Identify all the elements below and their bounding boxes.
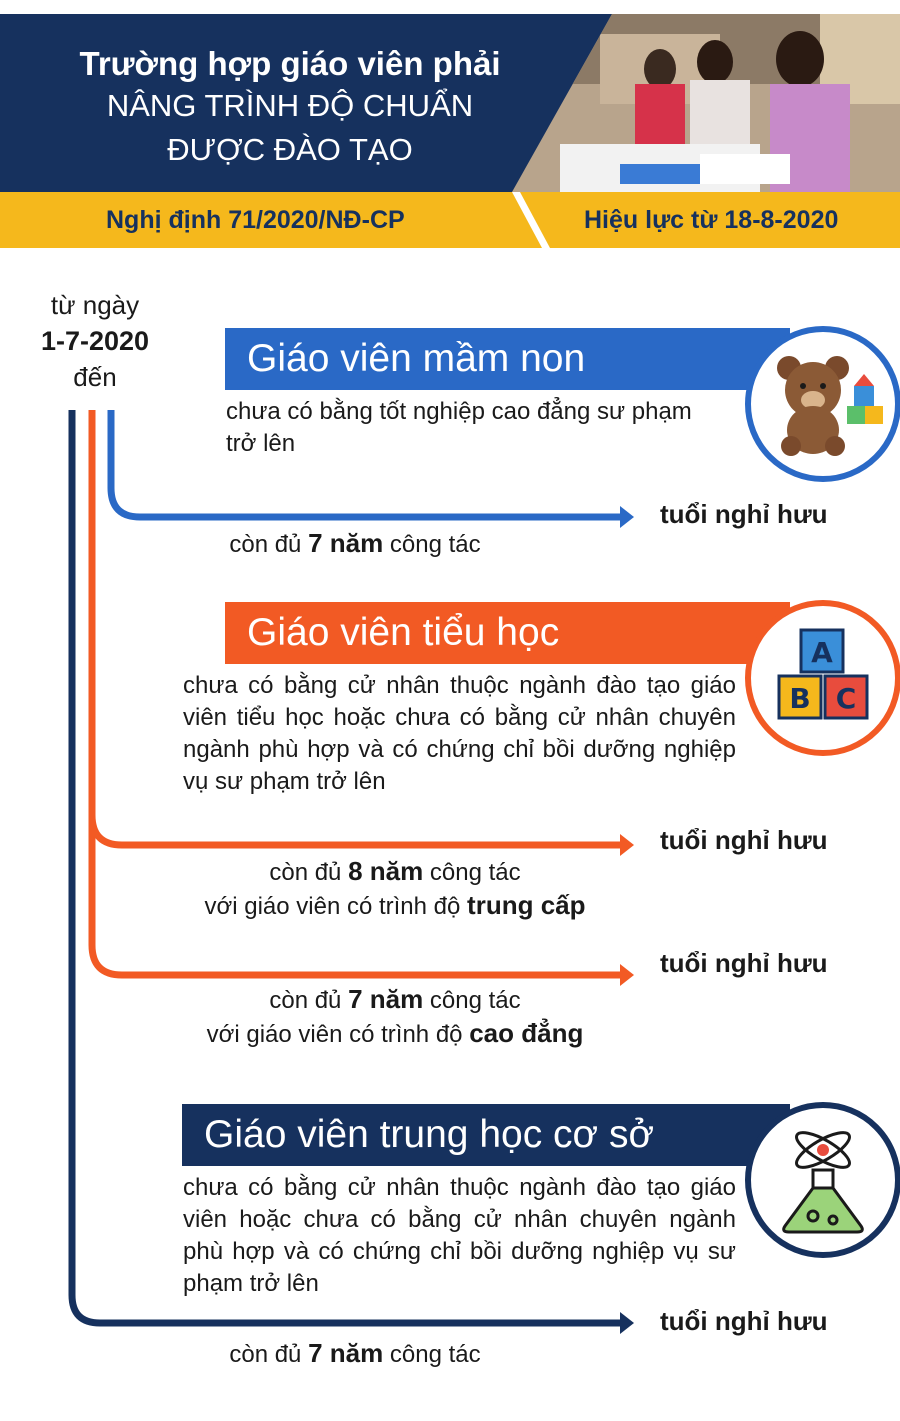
title-line-2: NÂNG TRÌNH ĐỘ CHUẨN [106,88,474,123]
start-date: 1-7-2020 [40,326,150,356]
remain-years-mamnon [190,528,520,559]
retire-target-tieuhoc-1: tuổi nghỉ hưu [660,825,828,855]
teddy-bear-icon [751,332,895,476]
arrow-mamnon [620,506,634,528]
retire-target-tieuhoc-2: tuổi nghỉ hưu [660,948,828,978]
remain-years: 8 năm [348,856,424,886]
science-flask-icon [751,1108,895,1252]
qualification-tieuhoc-1 [160,890,630,921]
remain-years: 7 năm [308,528,384,558]
qualification-tieuhoc-2 [160,1018,630,1049]
arrow-tieuhoc-1 [620,834,634,856]
section-desc-thcs: chưa có bằng cử nhân thuộc ngành đào tạo giáo viên hoặc chưa có bằng cử nhân chuyên ngành phù hợp và có chứng chỉ bồi dưỡng nghiệp vụ sư phạm trở lên [183,1174,736,1297]
section-desc-mamnon: chưa có bằng tốt nghiệp cao đẳng sư phạm trở lên [226,398,692,457]
remain-years: 7 năm [348,984,424,1014]
remain-suffix: công tác [389,1341,481,1368]
section-title-thcs: Giáo viên trung học cơ sở [182,1104,790,1166]
qual-level: trung cấp [467,890,586,920]
title-line-3: ĐƯỢC ĐÀO TẠO [167,132,413,167]
from-label: từ ngày [50,290,140,320]
abc-blocks-icon [751,606,895,750]
icon-circle-mamnon [745,326,900,482]
retire-target-mamnon: tuổi nghỉ hưu [660,499,828,529]
section-desc-tieuhoc: chưa có bằng cử nhân thuộc ngành đào tạo giáo viên tiểu học hoặc chưa có bằng cử nhân chuyên ngành phù hợp và có chứng chỉ bồi dưỡng nghiệp vụ sư phạm trở lên [183,672,736,795]
remain-prefix: còn đủ [229,531,302,558]
effective-date-label: Hiệu lực từ 18-8-2020 [584,206,839,234]
retire-target-thcs: tuổi nghỉ hưu [660,1306,828,1336]
remain-prefix: còn đủ [269,859,342,886]
arrow-thcs [620,1312,634,1334]
remain-suffix: công tác [429,859,521,886]
qual-prefix: với giáo viên có trình độ [206,1021,463,1048]
title-line-1: Trường hợp giáo viên phải [79,45,501,82]
remain-prefix: còn đủ [269,987,342,1014]
remain-prefix: còn đủ [229,1341,302,1368]
icon-circle-thcs [745,1102,900,1258]
decree-label: Nghị định 71/2020/NĐ-CP [106,206,405,234]
svg-text:C: C [835,682,857,715]
section-title-mamnon: Giáo viên mầm non [225,328,790,390]
qual-level: cao đẳng [469,1018,584,1048]
remain-years-tieuhoc-1 [170,856,620,887]
icon-circle-tieuhoc [745,600,900,756]
remain-suffix: công tác [389,531,481,558]
section-title-tieuhoc: Giáo viên tiểu học [225,602,790,664]
remain-years-thcs [190,1338,520,1369]
arrow-tieuhoc-2 [620,964,634,986]
to-label: đến [73,362,117,392]
svg-text:A: A [811,636,833,669]
remain-years-tieuhoc-2 [170,984,620,1015]
svg-text:B: B [789,682,811,715]
remain-years: 7 năm [308,1338,384,1368]
remain-suffix: công tác [429,987,521,1014]
qual-prefix: với giáo viên có trình độ [204,893,461,920]
